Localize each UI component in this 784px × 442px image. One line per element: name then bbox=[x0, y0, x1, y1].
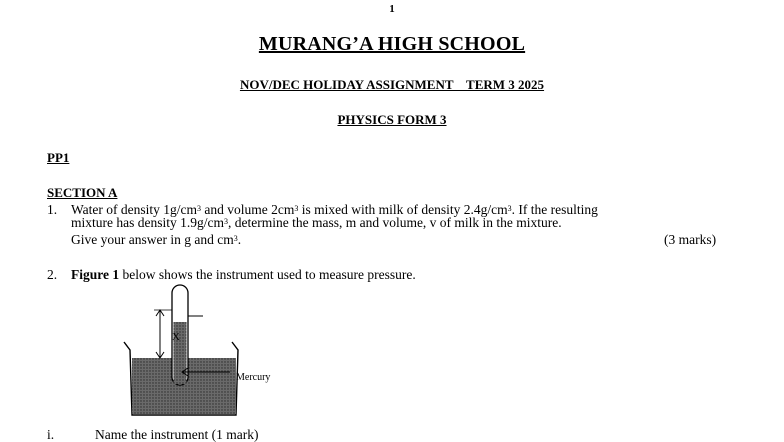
q1-superscript: 3 bbox=[223, 217, 228, 226]
question-1-marks: (3 marks) bbox=[664, 232, 717, 247]
question-1-line-2 bbox=[71, 216, 562, 229]
q1-text: . bbox=[237, 232, 242, 247]
x-label: X bbox=[172, 331, 180, 343]
mercury-label: Mercury bbox=[236, 372, 271, 383]
barometer-diagram bbox=[110, 280, 310, 420]
q1-superscript: 3 bbox=[294, 204, 299, 213]
subject-title: PHYSICS FORM 3 bbox=[337, 112, 447, 127]
figure-1-barometer bbox=[110, 280, 310, 420]
q1-superscript: 3 bbox=[197, 204, 202, 213]
question-2-number: 2. bbox=[47, 267, 58, 282]
q1-text: is mixed with milk of density 2.4g/cm bbox=[298, 202, 508, 217]
page-number: 1 bbox=[389, 3, 395, 15]
q1-text: . If the resulting bbox=[511, 202, 598, 217]
question-1-line-3 bbox=[71, 233, 241, 246]
q1-text: and volume 2cm bbox=[201, 202, 295, 217]
q1-text: Give your answer in g and cm bbox=[71, 232, 234, 247]
question-1-number: 1. bbox=[47, 202, 58, 217]
school-name-heading: MURANG’A HIGH SCHOOL bbox=[258, 33, 526, 55]
section-heading: SECTION A bbox=[47, 185, 118, 200]
q2-text: below shows the instrument used to measure pressure. bbox=[119, 267, 416, 282]
assignment-title bbox=[0, 77, 784, 93]
figure-reference: Figure 1 bbox=[71, 267, 120, 282]
q1-text: Water of density 1g/cm bbox=[71, 202, 198, 217]
assignment-title-text: NOV/DEC HOLIDAY ASSIGNMENT TERM 3 2025 bbox=[239, 77, 545, 92]
q1-text: , determine the mass, m and volume, v of milk in the mixture. bbox=[227, 215, 562, 230]
q1-superscript: 3 bbox=[507, 204, 512, 213]
sub-question-i-text: Name the instrument (1 mark) bbox=[95, 427, 259, 442]
sub-question-i-number: i. bbox=[47, 427, 55, 442]
paper-code: PP1 bbox=[47, 150, 70, 165]
q1-superscript: 3 bbox=[233, 234, 238, 243]
q1-text: mixture has density 1.9g/cm bbox=[71, 215, 224, 230]
